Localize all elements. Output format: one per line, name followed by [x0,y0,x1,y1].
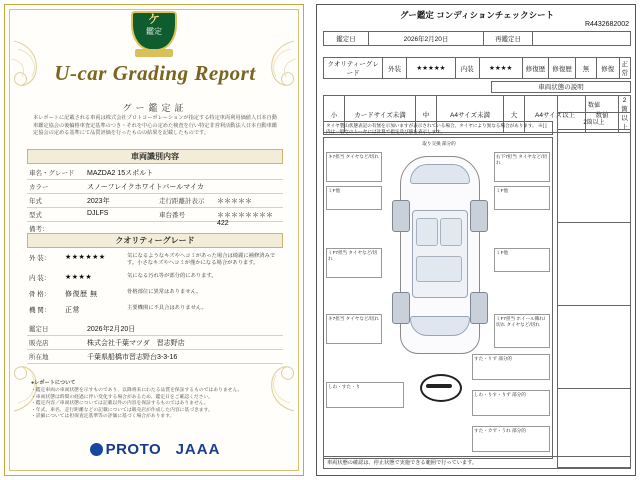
row-label-2: 走行距離計表示 [159,198,205,205]
quality-text: 骨格部位に異常はありません。 [127,289,202,295]
row-value: DJLFS [87,210,109,217]
diagram-label-bottom-3: しわ・りす・りず 部分的 [472,390,550,416]
diagram-label-bottom-1: すた・リず 部分的 [472,354,550,380]
crest-subkanji: 鑑定 [146,27,162,36]
table-row [27,165,283,180]
tire-note: タイヤ製山状態表記の有無を示加いますが表示されている場合、タイヤにより異なる場合があります。 ※[ ]内は一般なのトーヤには計算で指定及び値を表示します。 [323,121,553,135]
cell-label: 鑑定日 [324,32,369,46]
wheel-front-right [470,200,488,232]
diagram-label-bottom-2: しわ・すた・り [326,382,404,408]
wheel-rear-right [470,292,488,324]
vehicle-diagram [323,137,553,459]
row-label: 鑑定日 [29,326,49,333]
sheet-bottom-note: 車両状態の確認は、停止状態で実施できる範囲で行っています。 [323,456,631,469]
quality-text: 主要機関に不具合はありません。 [127,305,207,311]
row-value: MAZDA2 15スポルト [87,170,154,177]
row-label: 備考： [29,226,49,233]
footnote-line: ・年式、車名、走行距離などの記載については販売店が作成した内容に基づきます。 [31,407,213,413]
diagram-label-left-1: キ7担当 タイヤなど/切れ [326,152,382,182]
quality-stars: ★★★★ [65,274,93,281]
wheel-front-left [392,200,410,232]
cell-value: 無 [575,58,596,79]
cell-blank [558,223,631,306]
cell-value: 2026年2月20日 [369,32,484,46]
cell-label: 2箇以上 [558,113,631,130]
page-subtitle: グー鑑定証 [122,103,188,113]
diagram-label-right-1: 右下7担当 タイヤなど/切れ [494,152,550,182]
row-value-2: ＊＊＊＊＊ [217,198,252,205]
row-label: 所在地 [29,354,49,361]
row-label: 年式 [29,198,42,205]
quality-label: 外 装： [29,255,51,262]
cell-label: 中 [416,96,437,133]
proto-logo: PROTO [105,441,162,459]
vehicle-section-header: 車両識別内容 [27,149,283,164]
cell-label: クオリティーグレード [324,58,383,79]
proto-mark-icon [90,443,103,456]
cell-label: 小 [324,96,345,133]
seat-front-right [440,218,462,246]
table-row [27,321,283,336]
quality-stars: 正常 [65,307,80,314]
cell-label: 修復歴 [549,58,576,79]
condition-check-sheet [316,4,636,476]
row-label: 型式 [29,212,42,219]
sheet-code: R4432682002 [585,21,629,28]
footnote-title: ●レポートについて [31,380,76,387]
car-top-view [386,156,492,352]
seat-front-left [416,218,438,246]
seat-rear [416,256,462,282]
inspection-date-table [323,31,631,46]
diagram-label-right-3: ミF他 [494,248,550,272]
diagram-label-top: 取り交換 部分的 [422,141,456,146]
steering-spoke [426,384,452,388]
cell-value: ★★★★★ [407,58,456,79]
row-value: 株式会社千葉マツダ 習志野店 [87,340,185,347]
row-value: 2023年 [87,198,110,205]
crest-ribbon [135,49,173,57]
quality-section-header: クオリティーグレード [27,233,283,248]
diagram-label-left-3: ミF7担当 タイヤなど/切れ [326,248,382,278]
legal-text: 本レポートに記載される車両は株式会社プロトコーポレーションが指定する特定車両利用価値人日本自動車鑑定協会の後輪格車査定基準のつき・それを中心の定めた検査を行い特定非営利活動法人日本自動車鑑定協会の定める基準にて品質評価を行ったものの結果を記載したものです。 [33,115,277,136]
cell-value: ★★★★ [479,58,522,79]
quality-stars: 修復歴 無 [65,291,98,298]
footnote-line: ・鑑定内容／車両状態については記載以外の内容を保証するものではありません。 [31,401,209,407]
cell-label: 大 [504,96,525,133]
table-row [27,335,283,350]
cell-value: A4サイズ以上 [525,96,586,133]
explanation-header: 車両状態の説明 [491,81,631,93]
certification-crest [131,11,177,59]
footnote-line: ・車両状態は時間の経過に伴い変化する場合があるため、鑑定日をご確認ください。 [31,394,214,400]
cell-value: A4サイズ未満 [437,96,504,133]
quality-text: 気になるようなキズやへコミがあった場合は綺麗に補修済みです。小さなキズやへコミが僅かになる場合があります。 [127,253,276,266]
row-value: スノーフレイクホワイトパールマイカ [87,184,204,191]
footnote-line: ・詳細については担保査定基準等の評価に基づく場合があります。 [31,414,175,420]
cell-label: 修復 [596,58,619,79]
jaaa-logo: JAAA [175,441,221,459]
quality-stars: ★★★★★★ [65,254,106,261]
signature-table [557,95,631,468]
diagram-label-right-2: ミF他 [494,186,550,210]
table-row [27,179,283,194]
cell-blank [558,130,631,223]
diagram-label-left-4: キ7担当 タイヤなど/切れ [326,314,382,344]
row-value-2: ＊＊＊＊＊＊＊＊422 [217,212,273,227]
row-label-2: 車台番号 [159,212,185,219]
row-label: カラー [29,184,49,191]
row-label: 車名・グレード [29,170,75,177]
cell-value: 正常 [619,58,631,79]
cell-value: 2箇以上 [619,96,631,133]
cell-label: 外装 [383,58,407,79]
cell-label: 内装 [455,58,479,79]
row-value: 2026年2月20日 [87,326,136,333]
quality-grade-table [323,57,631,79]
steering-wheel-icon [420,374,458,398]
rear-windshield [410,316,470,336]
diagram-label-left-2: ミF他 [326,186,382,210]
sheet-title: グー鑑定 コンディションチェックシート [399,10,555,20]
quality-label: 内 装： [29,275,51,282]
table-row [27,207,283,227]
row-label: 販売店 [29,340,49,347]
quality-label: 機 関： [29,307,51,314]
logo-bar [5,441,305,459]
front-windshield [410,164,470,184]
row-value: 千葉県船橋市習志野台3-3-16 [87,354,178,361]
footnote-line: ・鑑定車両の車両状態を示すものであり、以降将来にわたる品質を保証するものではありません。 [31,388,243,394]
table-row [27,193,283,208]
diagram-label-bottom-4: すた・カず・うれ 部分的 [472,426,550,452]
quality-label: 骨 格： [29,291,51,298]
cell-label: 数値 [586,96,619,133]
quality-text: 気になる汚れ等が部分的にあります。 [127,273,217,279]
wheel-rear-left [392,292,410,324]
crest-kanji: ケ [147,12,160,26]
cell-label: 再鑑定日 [484,32,533,46]
table-row [27,349,283,364]
cell-label: 修復歴 [522,58,549,79]
page-title: U-car Grading Report [54,61,256,85]
cell-value: カードサイズ未満 [345,96,416,133]
cell-label: 数値 [558,96,631,113]
cell-value [533,32,631,46]
cell-blank [558,306,631,389]
diagram-label-right-4: ミF7担当 ホイール飾れ/切れ タイヤなど/切れ [494,314,550,348]
grading-report-certificate [4,4,304,476]
steering-rim [420,374,462,402]
footnote-block [31,380,279,421]
